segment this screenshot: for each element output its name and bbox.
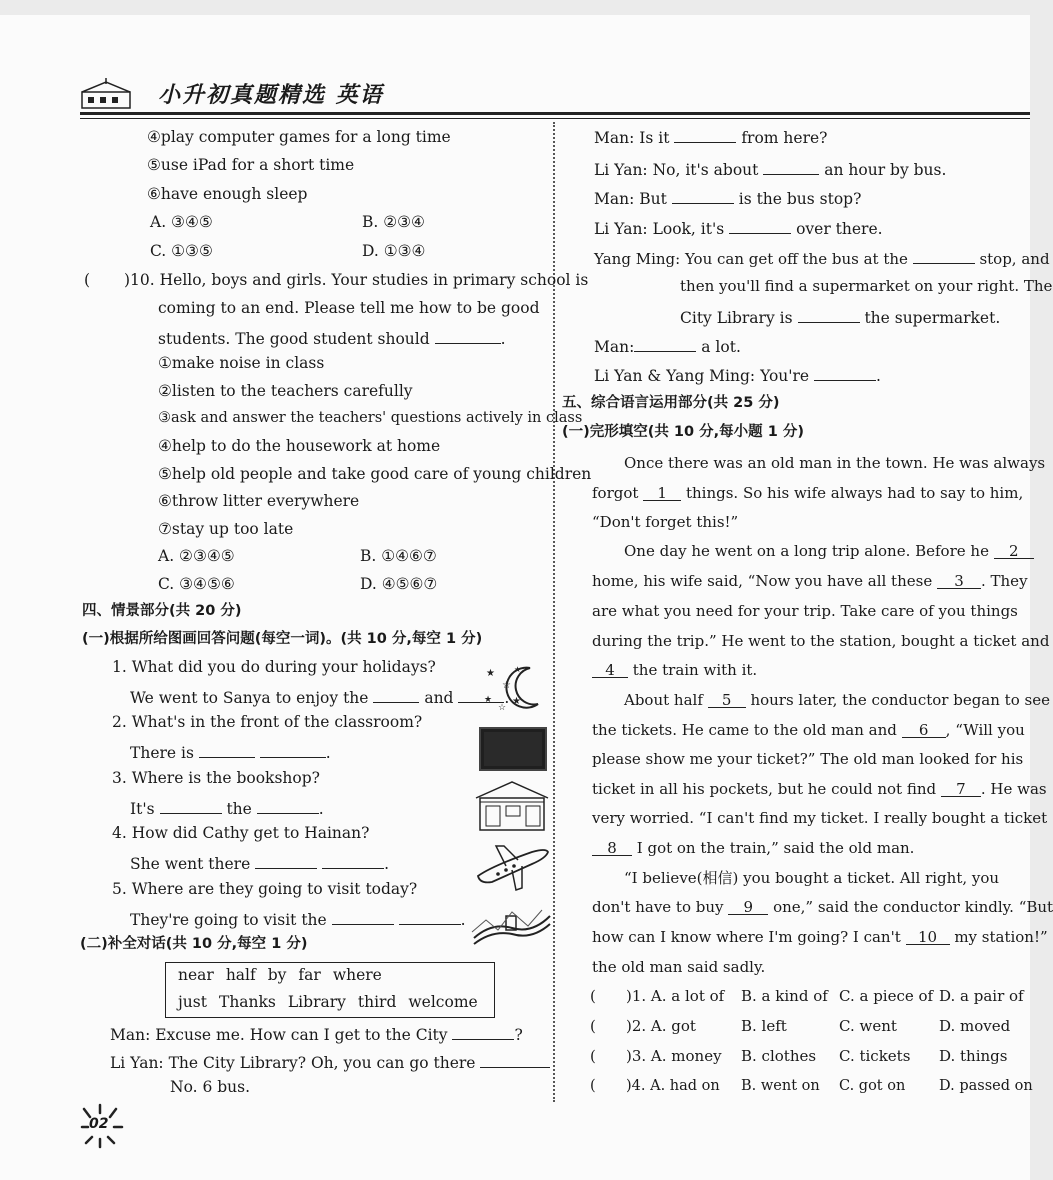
q10-option-1: ①make noise in class — [158, 354, 325, 372]
q10-option-3: ③ask and answer the teachers' questions actively in class — [158, 410, 583, 426]
dialogue-line10: Li Yan & Yang Ming: You're . — [594, 363, 881, 386]
word-bank-row1: near half by far where — [178, 966, 382, 984]
picture-a2: There is . — [130, 740, 331, 763]
answer-paren-3[interactable]: ( — [590, 1047, 596, 1065]
picture-a5-blank1[interactable] — [332, 907, 394, 925]
cloze-line13: very worried. “I can't find my ticket. I really bought a ticket — [592, 809, 1048, 827]
cloze-blank-1[interactable]: 1 — [643, 483, 681, 501]
q9-option-4: ④play computer games for a long time — [147, 128, 451, 146]
header-rule-thin — [80, 118, 1030, 119]
picture-a4: She went there . — [130, 851, 389, 874]
svg-text:★: ★ — [512, 696, 521, 707]
page-header-title: 小升初真题精选 英语 — [158, 83, 384, 108]
picture-a3: It's the . — [130, 796, 324, 819]
cloze-blank-3[interactable]: 3 — [937, 571, 981, 589]
dialogue-blank10[interactable] — [814, 363, 876, 381]
cloze-line10: the tickets. He came to the old man and 6 , “Will you — [592, 721, 1025, 739]
picture-a1-blank1[interactable] — [373, 685, 419, 703]
cloze-blank-8[interactable]: 8 — [592, 838, 632, 856]
dialogue-line2: Li Yan: The City Library? Oh, you can go there — [110, 1050, 550, 1073]
section4-title: 四、情景部分(共 20 分) — [82, 603, 242, 619]
dialogue-line8-cont2: City Library is the supermarket. — [680, 305, 1000, 328]
dialogue-blank8[interactable] — [798, 305, 860, 323]
dialogue-blank1[interactable] — [452, 1022, 514, 1040]
cloze-blank-2[interactable]: 2 — [994, 541, 1034, 559]
great-wall-icon — [472, 902, 552, 946]
picture-q2: 2. What's in the front of the classroom? — [112, 713, 423, 731]
q9-choice-b[interactable]: B. ②③④ — [362, 213, 425, 231]
dialogue-line8: Yang Ming: You can get off the bus at the stop, and — [594, 246, 1050, 269]
picture-a4-blank1[interactable] — [255, 851, 317, 869]
picture-a3-blank1[interactable] — [160, 796, 222, 814]
dialogue-blank7[interactable] — [913, 246, 975, 264]
picture-a5-blank2[interactable] — [399, 907, 461, 925]
dialogue-line8-cont: then you'll find a supermarket on your right. The — [680, 277, 1053, 295]
dialogue-blank3[interactable] — [674, 125, 736, 143]
q9-choice-c[interactable]: C. ①③⑤ — [150, 242, 213, 260]
svg-text:★: ★ — [484, 695, 493, 705]
header-rule — [80, 112, 1030, 115]
cloze-line12: ticket in all his pockets, but he could not find 7 . He was — [592, 780, 1047, 798]
picture-a4-blank2[interactable] — [322, 851, 384, 869]
svg-text:☆: ☆ — [498, 703, 507, 713]
cloze-line15: “I believe(相信) you bought a ticket. All right, you — [624, 869, 1000, 887]
picture-a1: We went to Sanya to enjoy the and . — [130, 685, 509, 708]
cloze-line7: during the trip.” He went to the station, bought a ticket and — [592, 632, 1050, 650]
picture-q5: 5. Where are they going to visit today? — [112, 880, 418, 898]
cloze-line6: are what you need for your trip. Take care of you things — [592, 602, 1018, 620]
airplane-icon — [472, 840, 552, 896]
dialogue-blank2[interactable] — [480, 1050, 550, 1068]
dialogue-blank4[interactable] — [763, 157, 819, 175]
dialogue-line7: Li Yan: Look, it's over there. — [594, 216, 883, 239]
q9-option-6: ⑥have enough sleep — [147, 185, 308, 203]
column-divider — [553, 122, 555, 1102]
cloze-option-row-3: ( )3. A. money B. clothes C. tickets D. things — [590, 1047, 1008, 1065]
cloze-line18: the old man said sadly. — [592, 958, 766, 976]
dialogue-blank9[interactable] — [634, 334, 696, 352]
picture-q3: 3. Where is the bookshop? — [112, 769, 320, 787]
cloze-line14: 8 I got on the train,” said the old man. — [592, 838, 914, 858]
picture-q4: 4. How did Cathy get to Hainan? — [112, 824, 370, 842]
cloze-line3: “Don't forget this!” — [592, 513, 739, 531]
svg-text:☆: ☆ — [502, 680, 511, 691]
dialogue-blank6[interactable] — [729, 216, 791, 234]
dialogue-line5: Li Yan: No, it's about an hour by bus. — [594, 157, 946, 180]
cloze-line1: Once there was an old man in the town. He was always — [624, 454, 1046, 472]
picture-a3-blank2[interactable] — [257, 796, 319, 814]
q10-answer-paren[interactable]: ( — [84, 271, 91, 289]
cloze-title: (一)完形填空(共 10 分,每小题 1 分) — [562, 424, 804, 440]
q10-choice-a[interactable]: A. ②③④⑤ — [158, 547, 235, 565]
picture-a2-blank1[interactable] — [199, 740, 255, 758]
q9-option-5: ⑤use iPad for a short time — [147, 156, 355, 174]
school-logo-icon — [80, 78, 134, 112]
cloze-blank-6[interactable]: 6 — [902, 720, 946, 738]
cloze-blank-7[interactable]: 7 — [941, 779, 981, 797]
cloze-blank-10[interactable]: 10 — [906, 927, 950, 945]
word-bank-row2: just Thanks Library third welcome — [178, 993, 478, 1011]
cloze-option-row-2: ( )2. A. got B. left C. went D. moved — [590, 1017, 1011, 1035]
section4-part1-title: (一)根据所给图画回答问题(每空一词)。(共 10 分,每空 1 分) — [82, 631, 483, 647]
cloze-line5: home, his wife said, “Now you have all these 3 . They — [592, 572, 1028, 590]
q10-stem-line3: students. The good student should . — [158, 326, 506, 349]
cloze-line2: forgot 1 things. So his wife always had to say to him, — [592, 484, 1024, 502]
q10-stem-line1: )10. Hello, boys and girls. Your studies in primary school is — [124, 271, 589, 289]
svg-text:★: ★ — [486, 668, 495, 679]
dialogue-line6: Man: But is the bus stop? — [594, 186, 861, 209]
stars-moon-icon — [478, 660, 548, 716]
dialogue-line9: Man: a lot. — [594, 334, 741, 357]
q9-choice-a[interactable]: A. ③④⑤ — [150, 213, 213, 231]
q10-stem-line2: coming to an end. Please tell me how to be good — [158, 299, 540, 317]
picture-a2-blank2[interactable] — [260, 740, 326, 758]
cloze-option-row-1: ( )1. A. a lot of B. a kind of C. a piece of D. a pair of — [590, 987, 1024, 1005]
q9-choice-d[interactable]: D. ①③④ — [362, 242, 426, 260]
q10-option-6: ⑥throw litter everywhere — [158, 492, 360, 510]
q10-option-5: ⑤help old people and take good care of young children — [158, 465, 592, 483]
page-number: 02 — [89, 1116, 109, 1132]
cloze-line16: don't have to buy 9 one,” said the conductor kindly. “But — [592, 898, 1053, 916]
picture-q1: 1. What did you do during your holidays? — [112, 658, 436, 676]
q10-blank[interactable] — [435, 326, 501, 344]
q10-option-4: ④help to do the housework at home — [158, 437, 441, 455]
cloze-blank-5[interactable]: 5 — [708, 690, 746, 708]
dialogue-line1: Man: Excuse me. How can I get to the City ? — [110, 1022, 523, 1045]
q10-option-2: ②listen to the teachers carefully — [158, 382, 413, 400]
dialogue-line3: No. 6 bus. — [170, 1078, 251, 1096]
dialogue-blank5[interactable] — [672, 186, 734, 204]
cloze-line9: About half 5 hours later, the conductor began to see — [624, 691, 1050, 709]
cloze-line17: how can I know where I'm going? I can't 10 my station!” — [592, 928, 1048, 946]
bookshop-icon — [472, 778, 552, 834]
cloze-blank-4[interactable]: 4 — [592, 660, 628, 678]
cloze-line11: please show me your ticket?” The old man looked for his — [592, 750, 1024, 768]
blackboard-icon — [478, 726, 548, 772]
q10-choice-d[interactable]: D. ④⑤⑥⑦ — [360, 575, 438, 593]
picture-a5: They're going to visit the . — [130, 907, 466, 930]
dialogue-line4: Man: Is it from here? — [594, 125, 827, 148]
cloze-line8: 4 the train with it. — [592, 660, 757, 680]
answer-paren-4[interactable]: ( — [590, 1078, 596, 1094]
q10-choice-b[interactable]: B. ①④⑥⑦ — [360, 547, 437, 565]
section5-title: 五、综合语言运用部分(共 25 分) — [562, 395, 780, 411]
section4-part2-title: (二)补全对话(共 10 分,每空 1 分) — [80, 936, 308, 952]
answer-paren-1[interactable]: ( — [590, 987, 596, 1005]
answer-paren-2[interactable]: ( — [590, 1017, 596, 1035]
q10-choice-c[interactable]: C. ③④⑤⑥ — [158, 575, 235, 593]
cloze-blank-9[interactable]: 9 — [728, 897, 768, 915]
cloze-option-row-4: ( )4. A. had on B. went on C. got on D. passed on — [590, 1078, 1033, 1094]
q10-option-7: ⑦stay up too late — [158, 520, 294, 538]
svg-text:★: ★ — [514, 665, 522, 674]
cloze-line4: One day he went on a long trip alone. Before he 2 — [624, 541, 1034, 561]
